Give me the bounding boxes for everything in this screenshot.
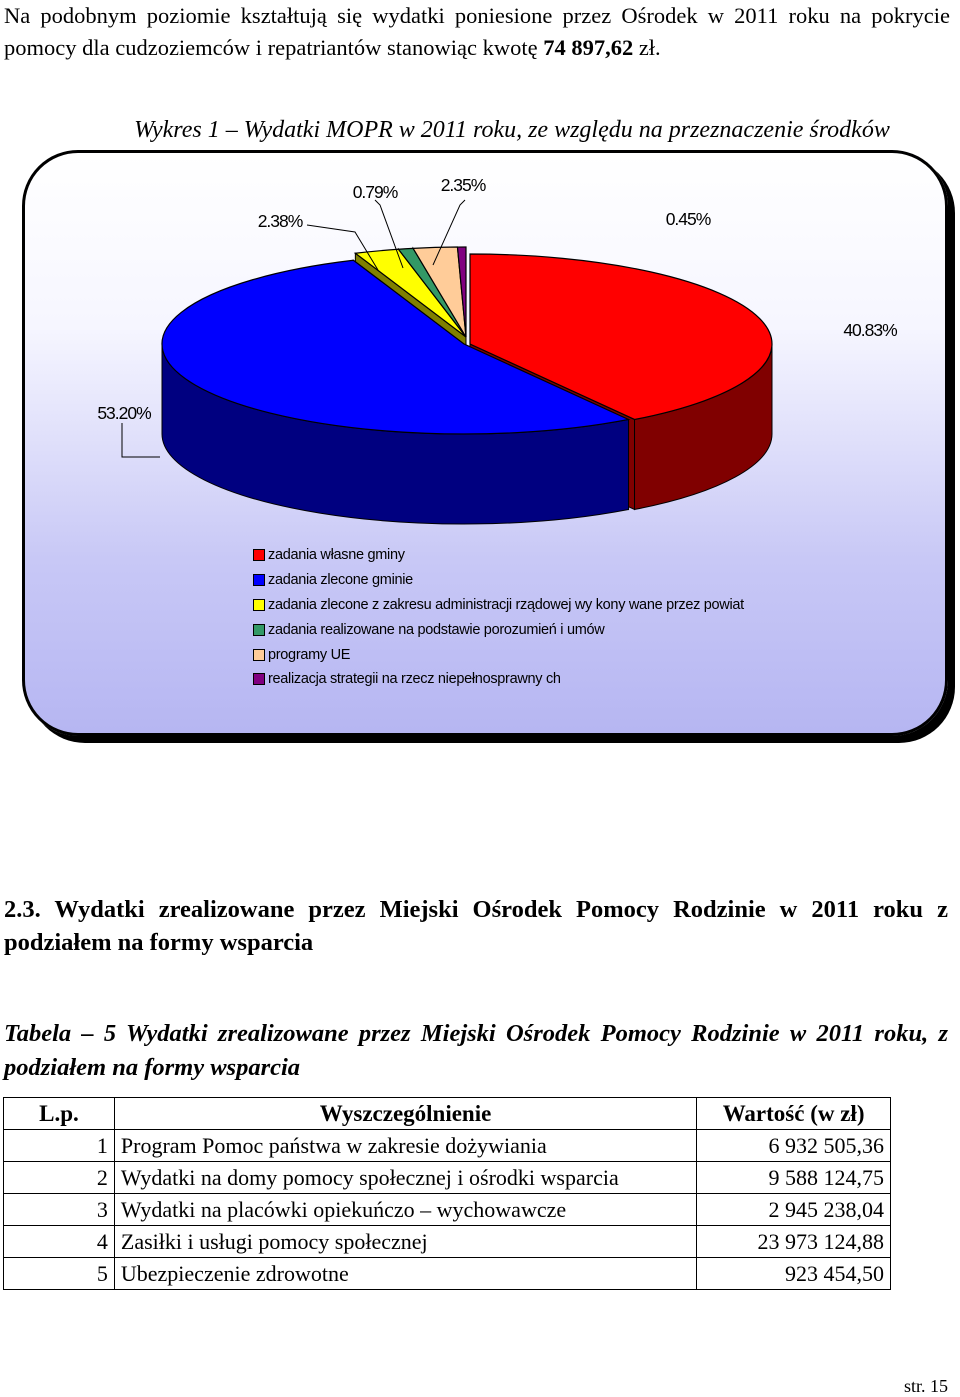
table-row [4,1130,891,1162]
row-number: 3 [4,1194,115,1226]
row-value: 9 588 124,75 [697,1162,891,1194]
row-number: 4 [4,1226,115,1258]
pie-data-label: 0.45% [665,209,711,229]
legend-item [253,642,744,667]
pie-data-label: 0.79% [352,182,398,202]
pie-data-label: 40.83% [843,320,897,340]
pie-data-label: 2.38% [257,211,303,231]
table-row [4,1258,891,1290]
pie-data-label: 53.20% [97,403,151,423]
intro-text-end: zł. [633,35,661,60]
legend-label: zadania zlecone gminie [268,572,413,589]
page-number: str. 15 [903,1376,948,1396]
leader-line-53.20 [122,423,160,457]
row-value: 6 932 505,36 [697,1130,891,1162]
row-description: Ubezpieczenie zdrowotne [114,1258,696,1290]
column-header-lp: L.p. [4,1098,115,1130]
legend-item [253,568,744,593]
row-number: 1 [4,1130,115,1162]
intro-amount: 74 897,62 [543,35,634,60]
column-header-description: Wyszczególnienie [114,1098,696,1130]
row-description: Program Pomoc państwa w zakresie dożywiania [114,1130,696,1162]
legend-swatch-icon [253,549,265,561]
chart-legend [253,543,744,692]
table-row [4,1162,891,1194]
legend-label: zadania realizowane na podstawie porozumień i umów [268,621,605,638]
row-number: 2 [4,1162,115,1194]
intro-text: Na podobnym poziomie kształtują się wydatki poniesione przez Ośrodek w 2011 roku na pokrycie pomocy dla cudzoziemców i repatriantów stanowiąc kwotę [4,3,950,60]
legend-item [253,593,744,618]
row-description: Wydatki na placówki opiekuńczo – wychowawcze [114,1194,696,1226]
legend-swatch-icon [253,624,265,636]
legend-swatch-icon [253,673,265,685]
row-description: Zasiłki i usługi pomocy społecznej [114,1226,696,1258]
legend-label: realizacja strategii na rzecz niepełnosprawny ch [268,671,561,688]
legend-item [253,667,744,692]
table-row [4,1194,891,1226]
table-caption: Tabela – 5 Wydatki zrealizowane przez Miejski Ośrodek Pomocy Rodzinie w 2011 roku, z podziałem na formy wsparcia [4,1020,948,1081]
legend-label: programy UE [268,646,351,663]
table-row [4,1226,891,1258]
row-description: Wydatki na domy pomocy społecznej i ośrodki wsparcia [114,1162,696,1194]
section-heading: 2.3. Wydatki zrealizowane przez Miejski Ośrodek Pomocy Rodzinie w 2011 roku z podziałem na formy wsparcia [4,896,948,956]
legend-item [253,543,744,568]
legend-swatch-icon [253,649,265,661]
legend-label: zadania własne gminy [268,547,405,564]
pie-data-label: 2.35% [440,175,486,195]
row-value: 923 454,50 [697,1258,891,1290]
legend-item [253,617,744,642]
legend-label: zadania zlecone z zakresu administracji rządowej wy kony wane przez powiat [268,596,744,613]
chart-title: Wykres 1 – Wydatki MOPR w 2011 roku, ze względu na przeznaczenie środków [134,117,890,143]
expenses-table [3,1097,891,1290]
row-number: 5 [4,1258,115,1290]
row-value: 23 973 124,88 [697,1226,891,1258]
row-value: 2 945 238,04 [697,1194,891,1226]
table-header-row [4,1098,891,1130]
column-header-value: Wartość (w zł) [697,1098,891,1130]
legend-swatch-icon [253,599,265,611]
legend-swatch-icon [253,574,265,586]
